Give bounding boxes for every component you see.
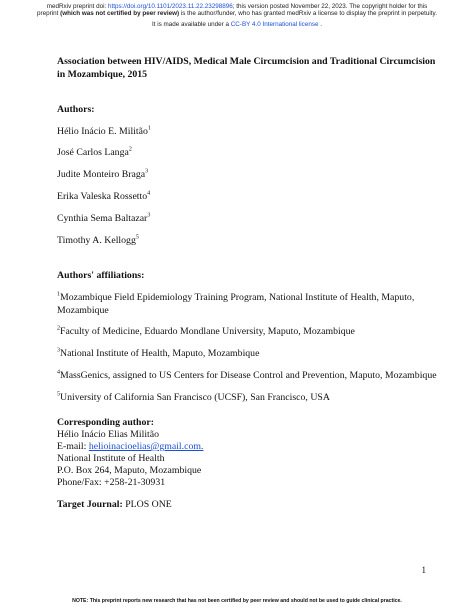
preprint-header-line-2 xyxy=(0,10,474,18)
paper-title: Association between HIV/AIDS, Medical Male Circumcision and Traditional Circumcision in Mozambique, 2015 xyxy=(57,56,436,80)
doi-link[interactable]: https://doi.org/10.1101/2023.11.22.23298896 xyxy=(107,3,233,10)
affiliation-text: University of California San Francisco (UCSF), San Francisco, USA xyxy=(60,392,330,403)
author-name: Cynthia Sema Baltazar xyxy=(57,213,148,224)
author-item xyxy=(57,191,437,203)
corresponding-name: Hélio Inácio Elias Militão xyxy=(57,429,160,440)
license-link[interactable]: CC-BY 4.0 International license xyxy=(230,21,319,28)
author-item xyxy=(57,147,437,159)
author-name: Erika Valeska Rossetto xyxy=(57,191,148,202)
target-journal xyxy=(57,499,437,511)
affiliation-item xyxy=(57,326,437,338)
header-text: preprint xyxy=(37,10,61,17)
author-item xyxy=(57,126,437,138)
author-sup: 3 xyxy=(145,168,149,175)
author-name: José Carlos Langa xyxy=(57,147,129,158)
author-item xyxy=(57,169,437,181)
header-text: is the author/funder, who has granted medRxiv a license to display the preprint in perpetuity. xyxy=(179,10,437,17)
affiliation-item-continued: Mozambique xyxy=(57,305,109,316)
affiliation-sup: 4 xyxy=(57,369,60,376)
footer-note: NOTE: This preprint reports new research that has not been certified by peer review and should not be used to guide clinical practice. xyxy=(72,598,402,604)
target-journal-label: Target Journal: xyxy=(57,499,123,510)
header-text: It is made available under a xyxy=(151,21,231,28)
header-text: medRxiv preprint doi: xyxy=(46,3,108,10)
affiliation-item xyxy=(57,392,437,404)
affiliation-sup: 2 xyxy=(57,325,60,332)
affiliation-text: MassGenics, assigned to US Centers for Disease Control and Prevention, Maputo, Mozambique xyxy=(60,370,437,381)
affiliation-sup: 3 xyxy=(57,347,60,354)
corresponding-heading: Corresponding author: xyxy=(57,417,154,428)
author-name: Hélio Inácio E. Militão xyxy=(57,126,148,137)
preprint-header-line-3 xyxy=(0,21,474,29)
authors-heading: Authors: xyxy=(57,104,95,115)
corresponding-email-line xyxy=(57,441,437,453)
email-link[interactable]: helioinacioelias@gmail.com. xyxy=(88,441,204,452)
author-name: Judite Monteiro Braga xyxy=(57,169,146,180)
corresponding-institution: National Institute of Health xyxy=(57,453,165,464)
affiliation-sup: 1 xyxy=(57,291,60,298)
author-name: Timothy A. Kellogg xyxy=(57,235,136,246)
author-sup: 5 xyxy=(135,234,139,241)
author-sup: 2 xyxy=(128,146,132,153)
affiliation-text: National Institute of Health, Maputo, Mozambique xyxy=(60,348,260,359)
header-text: ; this version posted November 22, 2023. The copyright holder for this xyxy=(232,3,428,10)
email-label: E-mail: xyxy=(57,441,89,452)
affiliations-heading: Authors' affiliations: xyxy=(57,270,145,281)
header-bold-text: (which was not certified by peer review) xyxy=(60,10,180,17)
corresponding-address: P.O. Box 264, Maputo, Mozambique xyxy=(57,465,202,476)
author-item xyxy=(57,213,437,225)
affiliation-item xyxy=(57,370,437,382)
author-sup: 3 xyxy=(147,212,151,219)
affiliation-text: Faculty of Medicine, Eduardo Mondlane University, Maputo, Mozambique xyxy=(60,326,355,337)
target-journal-value: PLOS ONE xyxy=(122,499,172,510)
page-number: 1 xyxy=(421,565,426,575)
affiliation-sup: 5 xyxy=(57,391,60,398)
header-text: . xyxy=(318,21,322,28)
affiliation-item xyxy=(57,348,437,360)
affiliation-text: Mozambique Field Epidemiology Training Program, National Institute of Health, Maputo, xyxy=(60,292,415,303)
affiliation-item xyxy=(57,292,437,304)
author-item xyxy=(57,235,437,247)
author-sup: 1 xyxy=(147,125,151,132)
author-sup: 4 xyxy=(147,190,151,197)
corresponding-phone: Phone/Fax: +258-21-30931 xyxy=(57,477,166,488)
